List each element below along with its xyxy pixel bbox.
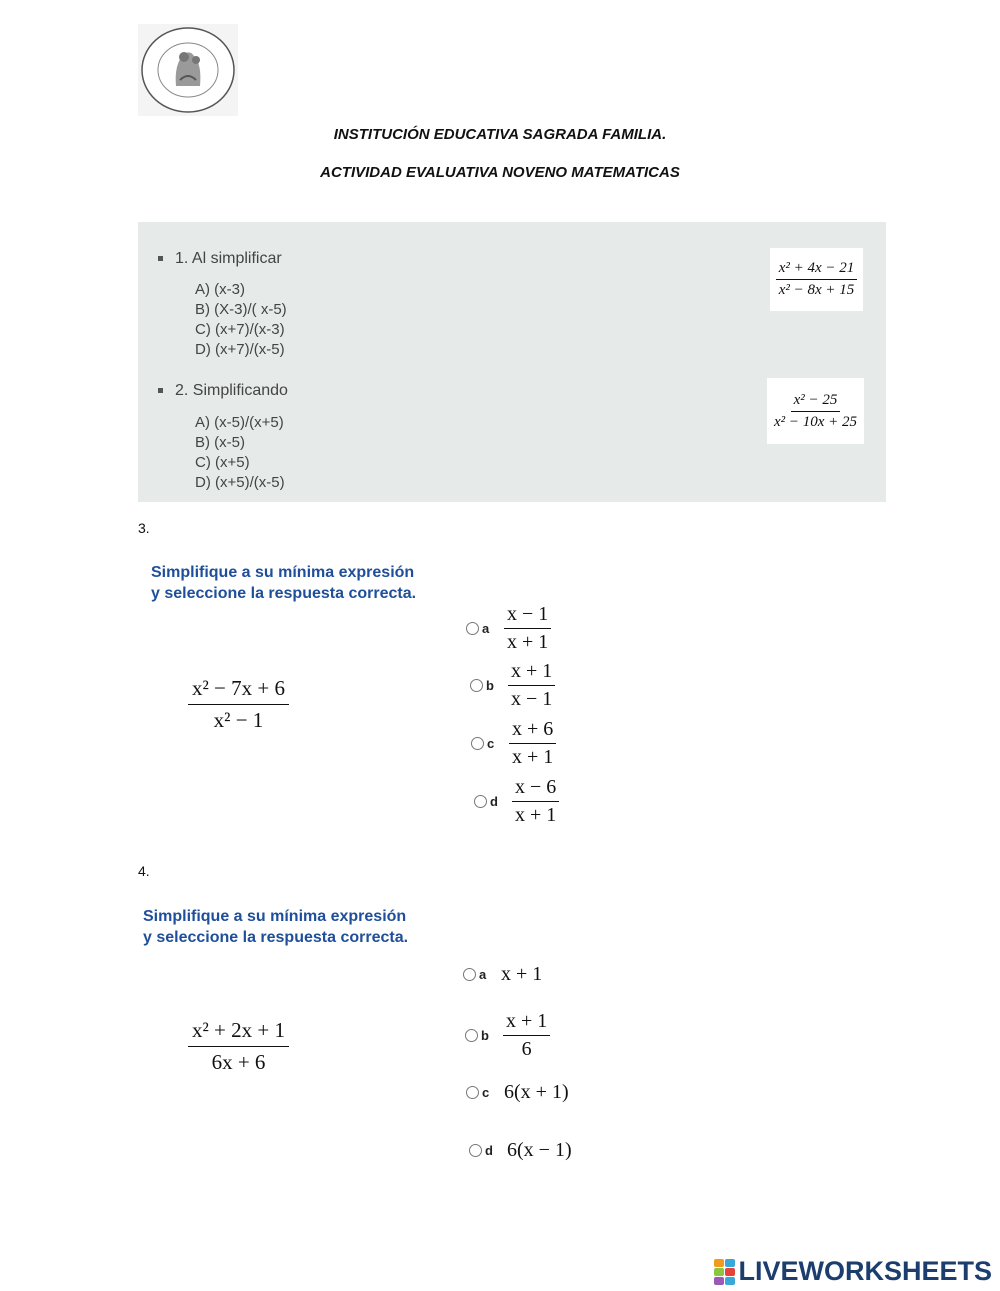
radio-button[interactable]: [466, 1086, 479, 1099]
question-2-formula: $\frac{\text{x² − 25}}{\text{x² − 10x + 25}}$: [767, 378, 864, 444]
question-3-choice-a[interactable]: a $\frac{x - 1}{x + 1}$: [466, 603, 551, 654]
option-b[interactable]: B) (X-3)/( x-5): [195, 301, 287, 318]
option-c[interactable]: C) (x+7)/(x-3): [195, 321, 285, 338]
question-4-choice-c[interactable]: c 6(x + 1): [466, 1081, 569, 1104]
radio-button[interactable]: [474, 795, 487, 808]
radio-button[interactable]: [463, 968, 476, 981]
question-4-choice-b[interactable]: b $\frac{x + 1}{6}$: [465, 1010, 550, 1061]
question-4-expression: $\frac{\text{x² + 2x + 1}}{6x + 6}$: [188, 1018, 289, 1075]
question-2-options: [195, 413, 285, 493]
question-4-choice-a[interactable]: a x + 1: [463, 963, 542, 986]
option-b[interactable]: B) (x-5): [195, 434, 245, 451]
school-name: INSTITUCIÓN EDUCATIVA SAGRADA FAMILIA.: [333, 126, 667, 143]
question-3-choice-c[interactable]: c $\frac{x + 6}{x + 1}$: [471, 718, 556, 769]
questions-panel: [138, 222, 886, 502]
brand-name: LIVEWORKSHEETS: [738, 1256, 992, 1286]
question-1-options: [195, 280, 287, 360]
school-logo: [138, 24, 238, 116]
question-1-title: 1. Al simplificar: [158, 250, 282, 268]
question-1-formula: $\frac{\text{x² + 4x − 21}}{\text{x² − 8x + 15}}$: [770, 248, 863, 311]
question-4-number: 4.: [138, 863, 150, 879]
radio-button[interactable]: [469, 1144, 482, 1157]
question-3-choice-d[interactable]: d $\frac{x - 6}{x + 1}$: [474, 776, 559, 827]
question-3-expression: $\frac{\text{x² − 7x + 6}}{\text{x² − 1}}$: [188, 676, 289, 733]
question-4-choice-d[interactable]: d 6(x − 1): [469, 1139, 572, 1162]
liveworksheets-brand[interactable]: [714, 1256, 992, 1287]
bullet-icon: [158, 256, 163, 261]
option-a[interactable]: A) (x-3): [195, 281, 245, 298]
radio-button[interactable]: [465, 1029, 478, 1042]
option-c[interactable]: C) (x+5): [195, 454, 250, 471]
question-3-choice-b[interactable]: b $\frac{x + 1}{x - 1}$: [470, 660, 555, 711]
option-d[interactable]: D) (x+5)/(x-5): [195, 474, 285, 491]
liveworksheets-logo-icon: [714, 1259, 734, 1285]
option-a[interactable]: A) (x-5)/(x+5): [195, 414, 284, 431]
question-3-prompt: Simplifique a su mínima expresión y seleccione la respuesta correcta.: [151, 564, 417, 602]
question-2-title: 2. Simplificando: [158, 382, 288, 400]
radio-button[interactable]: [466, 622, 479, 635]
option-d[interactable]: D) (x+7)/(x-5): [195, 341, 285, 358]
activity-title: ACTIVIDAD EVALUATIVA NOVENO MATEMATICAS: [320, 164, 680, 181]
bullet-icon: [158, 388, 163, 393]
question-4-prompt: Simplifique a su mínima expresión y seleccione la respuesta correcta.: [143, 908, 409, 946]
question-3-number: 3.: [138, 520, 150, 536]
radio-button[interactable]: [470, 679, 483, 692]
radio-button[interactable]: [471, 737, 484, 750]
